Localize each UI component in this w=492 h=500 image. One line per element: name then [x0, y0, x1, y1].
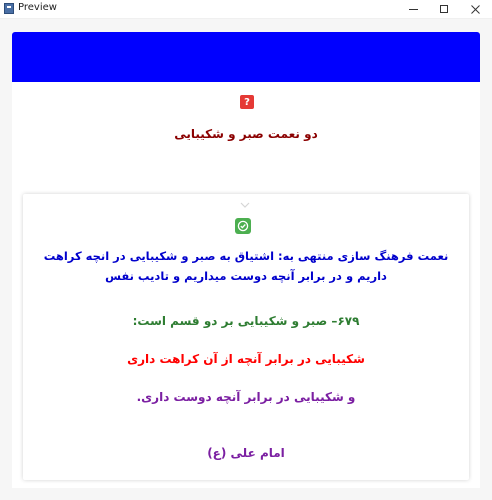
- hadith-heading: ۶۷۹– صبر و شکیبایی بر دو قسم است:: [132, 314, 360, 328]
- answer-card: [23, 194, 469, 480]
- hadith-line-1: شکیبایی در برابر آنچه از آن کراهت داری: [127, 352, 365, 366]
- header-bar: [12, 32, 480, 82]
- close-button[interactable]: [460, 0, 490, 18]
- window-titlebar: [0, 0, 492, 19]
- app-icon: [4, 3, 14, 14]
- question-card: [12, 82, 480, 488]
- preview-viewport: [0, 19, 492, 500]
- maximize-button[interactable]: [429, 0, 459, 18]
- hadith-line-2: و شکیبایی در برابر آنچه دوست داری.: [136, 390, 356, 404]
- hadith-attribution: امام علی (ع): [207, 446, 285, 460]
- window-title: Preview: [18, 2, 57, 13]
- question-title: دو نعمت صبر و شکیبایی: [174, 127, 318, 141]
- check-badge-icon: [235, 218, 251, 234]
- minimize-icon: [409, 9, 418, 10]
- check-circle-icon: [237, 220, 249, 232]
- answer-text: نعمت فرهنگ سازی منتهی به: اشتیاق به صبر و شکیبایی در انچه کراهت داریم و در برابر آنچه دوست میداریم و تادیب نفس: [43, 249, 449, 283]
- maximize-icon: [440, 5, 448, 13]
- close-icon: [471, 5, 480, 14]
- minimize-button[interactable]: [398, 0, 428, 18]
- chevron-down-icon[interactable]: [240, 200, 250, 210]
- question-mark-icon: ?: [240, 95, 254, 109]
